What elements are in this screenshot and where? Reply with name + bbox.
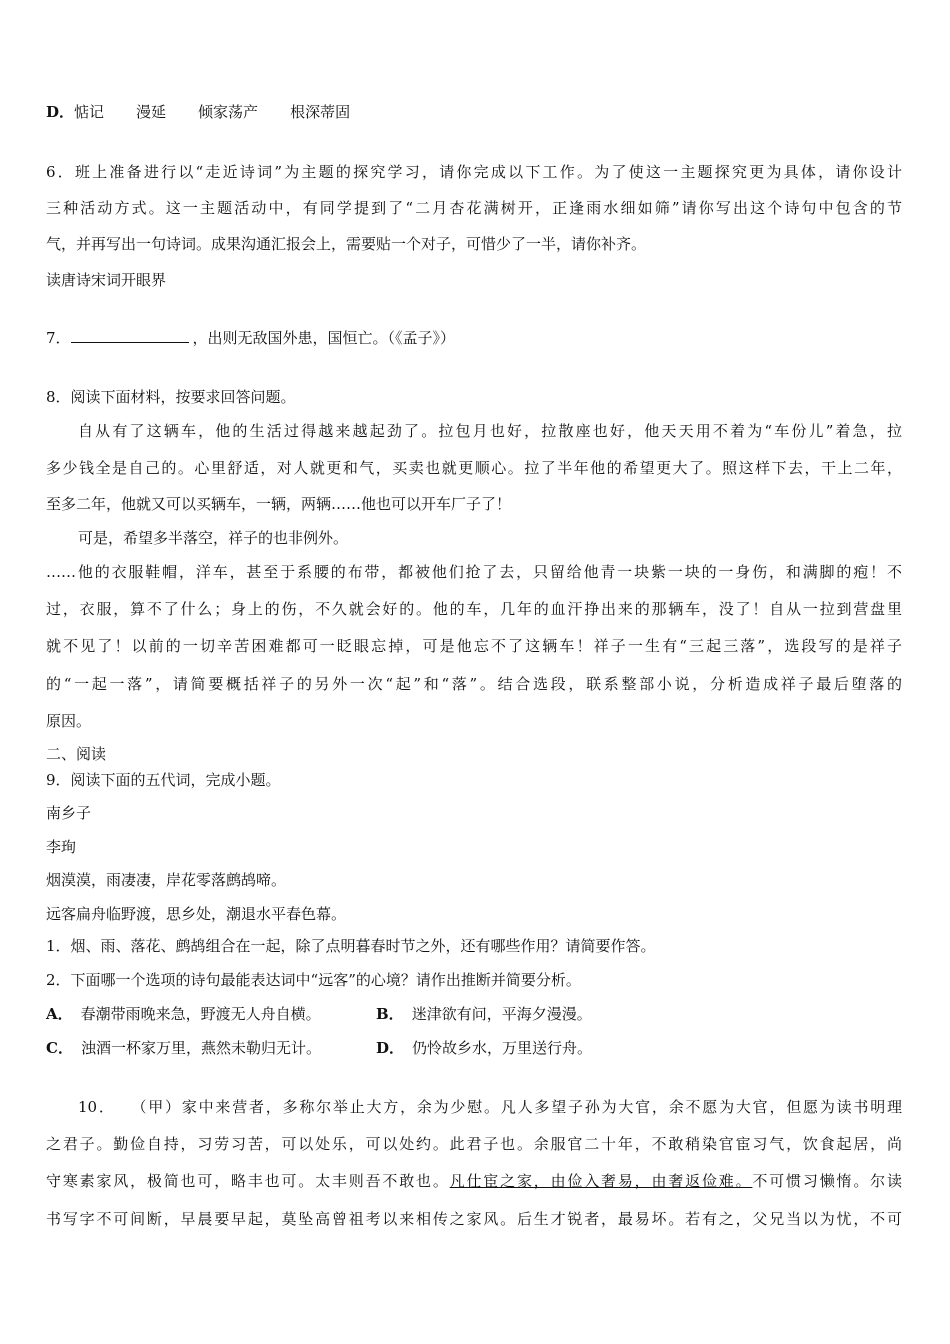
q8-question-line: 的“一起一落”，请简要概括祥子的另外一次“起”和“落”。结合选段，联系整部小说，分析造成祥子最后堕落的 <box>46 675 902 693</box>
option-text: 迷津欲有问，平海夕漫漫。 <box>411 1005 592 1023</box>
q9-sub-question-1: 1．烟、雨、落花、鹧鸪组合在一起，除了点明暮春时节之外，还有哪些作用？请简要作答。 <box>46 937 656 955</box>
q8-question-line: 原因。 <box>46 712 92 730</box>
option-text: 仍怜故乡水，万里送行舟。 <box>412 1039 593 1057</box>
option-text: 浊酒一杯家万里，燕然未勒归无计。 <box>80 1039 321 1057</box>
q5-option-d <box>46 102 350 122</box>
option-label: D． <box>376 1039 405 1057</box>
q8-passage-line: 可是，希望多半落空，祥子的也非例外。 <box>78 529 349 547</box>
q5-word: 根深蒂固 <box>290 103 351 121</box>
q8-passage-line: 过，衣服，算不了什么；身上的伤，不久就会好的。他的车，几年的血汗挣出来的那辆车，没了！自从一拉到营盘里 <box>46 600 902 618</box>
q8-passage-line: 多少钱全是自己的。心里舒适，对人就更和气，买卖也就更顺心。拉了半年他的希望更大了。照这样下去，干上二年， <box>46 459 902 477</box>
poem-title: 南乡子 <box>46 804 92 822</box>
q10-text: 守寒素家风，极简也可，略丰也可。太丰则吾不敢也。 <box>46 1172 450 1190</box>
q10-line <box>78 1097 902 1117</box>
section-heading: 二、阅读 <box>46 745 107 763</box>
q5-word: 漫延 <box>136 103 167 121</box>
q7-text: ，出则无敌国外患，国恒亡。（《孟子》） <box>192 329 456 347</box>
q7-number: 7． <box>46 329 71 347</box>
poem-line: 烟漠漠，雨凄凄，岸花零落鹧鸪啼。 <box>46 871 287 889</box>
option-label: B． <box>376 1005 404 1023</box>
q6-line: 气，并再写出一句诗词。成果沟通汇报会上，需要贴一个对子，可惜少了一半，请你补齐。 <box>46 235 647 253</box>
q5-word: 惦记 <box>74 103 105 121</box>
q7-question <box>46 328 455 348</box>
q6-couplet: 读唐诗宋词开眼界 <box>46 271 167 289</box>
option-label: C． <box>46 1039 73 1057</box>
q8-passage-line: 至多二年，他就又可以买辆车，一辆，两辆……他也可以开车厂子了！ <box>46 495 512 513</box>
q10-text: （甲）家中来营者，多称尔举止大方，余为少慰。凡人多望子孙为大官，余不愿为大官，但愿为读书明理 <box>129 1098 902 1116</box>
q10-underlined-sentence: 凡仕宦之家，由俭入奢易，由奢返俭难。 <box>449 1172 753 1190</box>
q9-option-b <box>376 1004 592 1024</box>
option-label: A． <box>46 1005 73 1023</box>
q9-intro: 9．阅读下面的五代词，完成小题。 <box>46 771 281 789</box>
poem-line: 远客扁舟临野渡，思乡处，潮退水平春色幕。 <box>46 905 347 923</box>
q10-line <box>46 1171 902 1191</box>
q10-line: 书写字不可间断，早晨要早起，莫坠高曾祖考以来相传之家风。后生才锐者，最易坏。若有之，父兄当以为忧，不可 <box>46 1210 902 1228</box>
q7-answer-blank <box>71 328 189 343</box>
q8-question-line: 就不见了！以前的一切辛苦困难都可一眨眼忘掉，可是他忘不了这辆车！祥子一生有“三起三落”，选段写的是祥子 <box>46 637 902 655</box>
q6-line: 三种活动方式。这一主题活动中，有同学提到了“二月杏花满树开，正逢雨水细如筛”请你写出这个诗句中包含的节 <box>46 199 902 217</box>
q8-intro: 8．阅读下面材料，按要求回答问题。 <box>46 388 296 406</box>
q10-text: 不可惯习懒惰。尔读 <box>752 1172 902 1190</box>
q9-option-a <box>46 1004 321 1024</box>
q8-passage-line: ……他的衣服鞋帽，洋车，甚至于系腰的布带，都被他们抢了去，只留给他青一块紫一块的一身伤，和满脚的疱！不 <box>46 563 902 581</box>
q10-number: 10． <box>78 1098 116 1116</box>
q6-line: 6．班上准备进行以“走近诗词”为主题的探究学习，请你完成以下工作。为了使这一主题探究更为具体，请你设计 <box>46 163 902 181</box>
q10-line: 之君子。勤俭自持，习劳习苦，可以处乐，可以处约。此君子也。余服官二十年，不敢稍染官宦习气，饮食起居，尚 <box>46 1135 902 1153</box>
option-text: 春潮带雨晚来急，野渡无人舟自横。 <box>80 1005 321 1023</box>
poem-author: 李珣 <box>46 838 77 856</box>
q9-option-d <box>376 1038 592 1058</box>
q5-word: 倾家荡产 <box>198 103 259 121</box>
q9-sub-question-2: 2．下面哪一个选项的诗句最能表达词中“远客”的心境？请作出推断并简要分析。 <box>46 971 581 989</box>
q5-option-label: D． <box>46 103 75 121</box>
q9-option-c <box>46 1038 321 1058</box>
q8-passage-line: 自从有了这辆车，他的生活过得越来越起劲了。拉包月也好，拉散座也好，他天天用不着为“车份儿”着急，拉 <box>78 422 902 440</box>
